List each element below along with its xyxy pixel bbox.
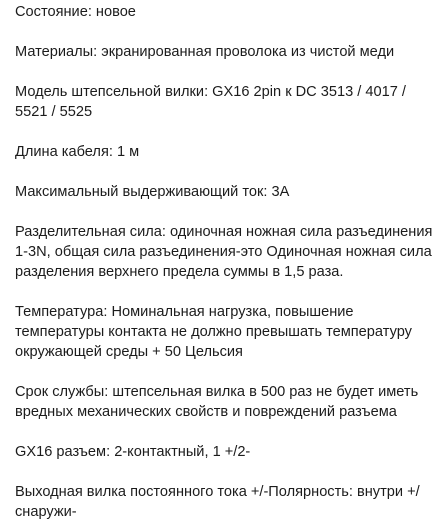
spec-gx16-connector: GX16 разъем: 2-контактный, 1 +/2- (15, 444, 251, 460)
spec-materials: Материалы: экранированная проволока из чистой меди (15, 44, 395, 60)
spec-dc-polarity: Выходная вилка постоянного тока +/-Полярность: внутри +/снаружи- (15, 484, 420, 520)
spec-cable-length: Длина кабеля: 1 м (15, 144, 140, 160)
product-spec-list (15, 2, 433, 522)
spec-service-life: Срок службы: штепсельная вилка в 500 раз не будет иметь вредных механических свойств и повреждений разъема (15, 384, 419, 420)
spec-temperature: Температура: Номинальная нагрузка, повышение температуры контакта не должно превышать температуру окружающей среды + 50 Цельсия (15, 304, 412, 360)
spec-condition: Состояние: новое (15, 4, 136, 20)
spec-plug-model: Модель штепсельной вилки: GX16 2pin к DC 3513 / 4017 / 5521 / 5525 (15, 84, 406, 120)
spec-max-current: Максимальный выдерживающий ток: 3A (15, 184, 290, 200)
spec-separation-force: Разделительная сила: одиночная ножная сила разъединения 1-3N, общая сила разъединения-это Одиночная ножная сила разделения верхнего предела суммы в 1,5 раза. (15, 224, 433, 280)
